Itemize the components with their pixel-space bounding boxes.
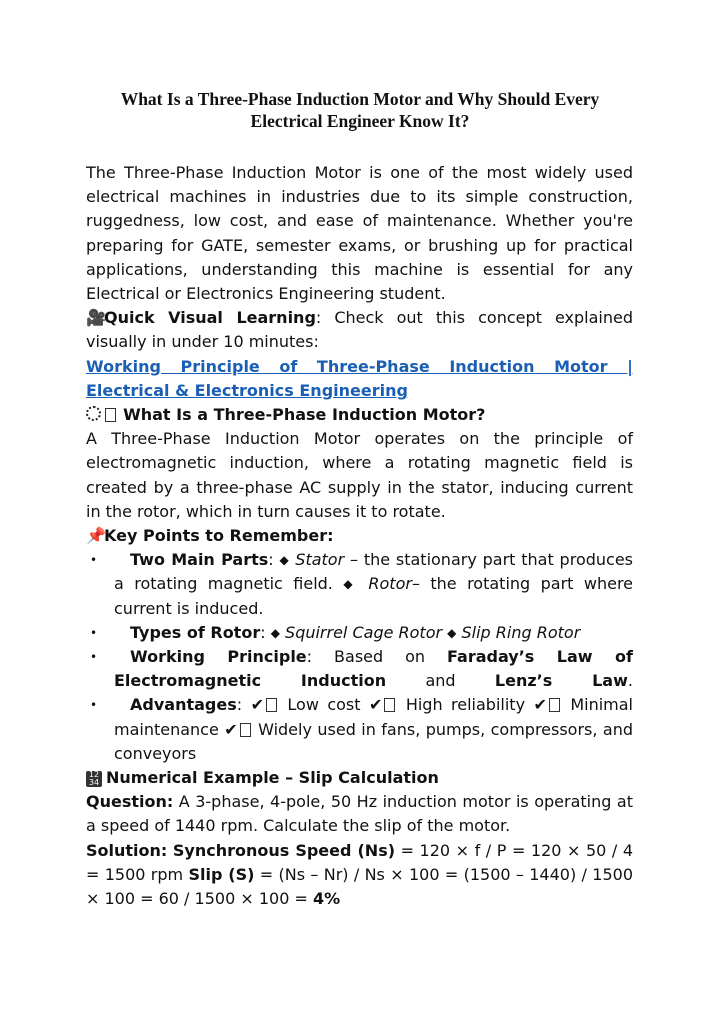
- advantage: Widely used in fans, pumps, compressors, and conveyors: [114, 719, 633, 763]
- rotor-term: Rotor: [368, 574, 412, 594]
- item-label: Types of Rotor: [130, 622, 261, 642]
- sync-speed-text: = 120 × f / P = 120 × 50 / 4 = 1500 rpm: [86, 840, 633, 884]
- key-points-list: [86, 548, 633, 766]
- slip-text: = (Ns – Nr) / Ns × 100 = (1500 – 1440) / 1500 × 100 = 60 / 1500 × 100 =: [86, 864, 633, 909]
- period: .: [627, 671, 633, 691]
- quick-visual-text: : Check out this concept explained visually in under 10 minutes:: [86, 308, 633, 352]
- missing-glyph-icon: [240, 723, 251, 737]
- solution-paragraph: [86, 839, 633, 912]
- item-text: Based on: [334, 647, 426, 667]
- quick-visual-label: Quick Visual Learning: [104, 308, 316, 328]
- diamond-icon: ◆: [270, 625, 280, 640]
- question-text: A 3-phase, 4-pole, 50 Hz induction motor is operating at a speed of 1440 rpm. Calculate the slip of the motor.: [86, 792, 633, 836]
- key-points-heading: [86, 524, 633, 548]
- missing-glyph-icon: [549, 698, 560, 712]
- video-link-paragraph: [86, 355, 633, 403]
- rotor-description: – the rotating part where current is induced.: [114, 574, 634, 618]
- numbers-icon: 12 34: [86, 771, 102, 787]
- law-2: Lenz’s Law: [494, 671, 628, 691]
- check-icon: ✔: [224, 719, 238, 739]
- what-is-heading: [86, 403, 633, 427]
- check-icon: ✔: [368, 695, 383, 715]
- list-item: • Two Main Parts: ◆ Stator – the stationary part that produces a rotating magnetic field. ◆ Rotor– the rotating part where current is induced.: [90, 550, 634, 618]
- pushpin-icon: 📌: [86, 526, 106, 546]
- stator-description: – the stationary part that produces a rotating magnetic field.: [114, 550, 634, 594]
- rotor-type-1: Squirrel Cage Rotor: [285, 622, 443, 642]
- advantage: Low cost: [287, 695, 361, 715]
- missing-glyph-icon: [105, 408, 116, 422]
- intro-paragraph: The Three-Phase Induction Motor is one of the most widely used electrical machines in industries due to its simple construction, ruggedness, low cost, and ease of maintenance. Whether you're preparing for GATE, semester exams, or brushing up for practical applications, understanding this machine is essential for any Electrical or Electronics Engineering student.: [86, 163, 633, 304]
- diamond-icon: ◆: [279, 553, 290, 568]
- stator-term: Stator: [295, 550, 345, 570]
- missing-glyph-icon: [384, 698, 395, 712]
- bullet-icon: •: [90, 553, 98, 568]
- diamond-icon: ◆: [447, 625, 457, 640]
- check-icon: ✔: [250, 695, 264, 715]
- key-points-heading-text: Key Points to Remember:: [104, 526, 334, 546]
- bullet-icon: •: [90, 625, 98, 640]
- law-1: Faraday’s Law of Electromagnetic Induction: [114, 647, 633, 691]
- video-link[interactable]: Working Principle of Three-Phase Induction Motor | Electrical & Electronics Engineering: [86, 356, 633, 400]
- question-paragraph: [86, 790, 633, 838]
- advantage: Minimal maintenance: [114, 695, 633, 739]
- answer: 4%: [312, 889, 341, 909]
- item-label: Advantages: [130, 695, 237, 715]
- check-icon: ✔: [533, 695, 547, 715]
- page-title: [86, 88, 634, 132]
- numerical-heading: [86, 766, 633, 790]
- quick-visual-paragraph: [86, 306, 633, 354]
- what-is-heading-text: What Is a Three-Phase Induction Motor?: [123, 405, 486, 425]
- gear-icon: [86, 406, 101, 421]
- item-label: Two Main Parts: [130, 550, 269, 570]
- list-item: [86, 645, 633, 693]
- title-line-2: Electrical Engineer Know It?: [250, 111, 470, 131]
- article-body: [86, 161, 633, 911]
- list-item: • Advantages: ✔ Low cost ✔ High reliability ✔ Minimal maintenance ✔ Widely used in fans, pumps, compressors, and conveyors: [90, 695, 633, 763]
- what-is-paragraph: A Three-Phase Induction Motor operates on the principle of electromagnetic induction, where a rotating magnetic field is created by a three-phase AC supply in the stator, inducing current in the rotor, which in turn causes it to rotate.: [86, 429, 633, 521]
- missing-glyph-icon: [266, 698, 277, 712]
- slip-label: Slip (S): [188, 864, 255, 884]
- bullet-icon: •: [90, 650, 98, 665]
- title-line-1: What Is a Three-Phase Induction Motor and Why Should Every: [120, 89, 600, 109]
- sync-speed-label: Synchronous Speed (Ns): [172, 840, 396, 860]
- item-first-line: • Working Principle: Based on Faraday’s Law of Electromagnetic Induction and Lenz’s Law.: [90, 647, 633, 691]
- advantage: High reliability: [405, 695, 526, 715]
- and-text: and: [425, 671, 456, 691]
- diamond-icon: ◆: [343, 577, 358, 592]
- item-label: Working Principle: [130, 647, 307, 667]
- question-label: Question:: [86, 792, 174, 812]
- bullet-icon: •: [90, 698, 98, 713]
- rotor-type-2: Slip Ring Rotor: [461, 622, 581, 642]
- numerical-heading-text: Numerical Example – Slip Calculation: [106, 768, 439, 788]
- list-item: • Types of Rotor: ◆ Squirrel Cage Rotor ◆ Slip Ring Rotor: [86, 621, 633, 645]
- video-camera-icon: 🎥: [86, 308, 106, 328]
- solution-label: Solution:: [86, 840, 168, 860]
